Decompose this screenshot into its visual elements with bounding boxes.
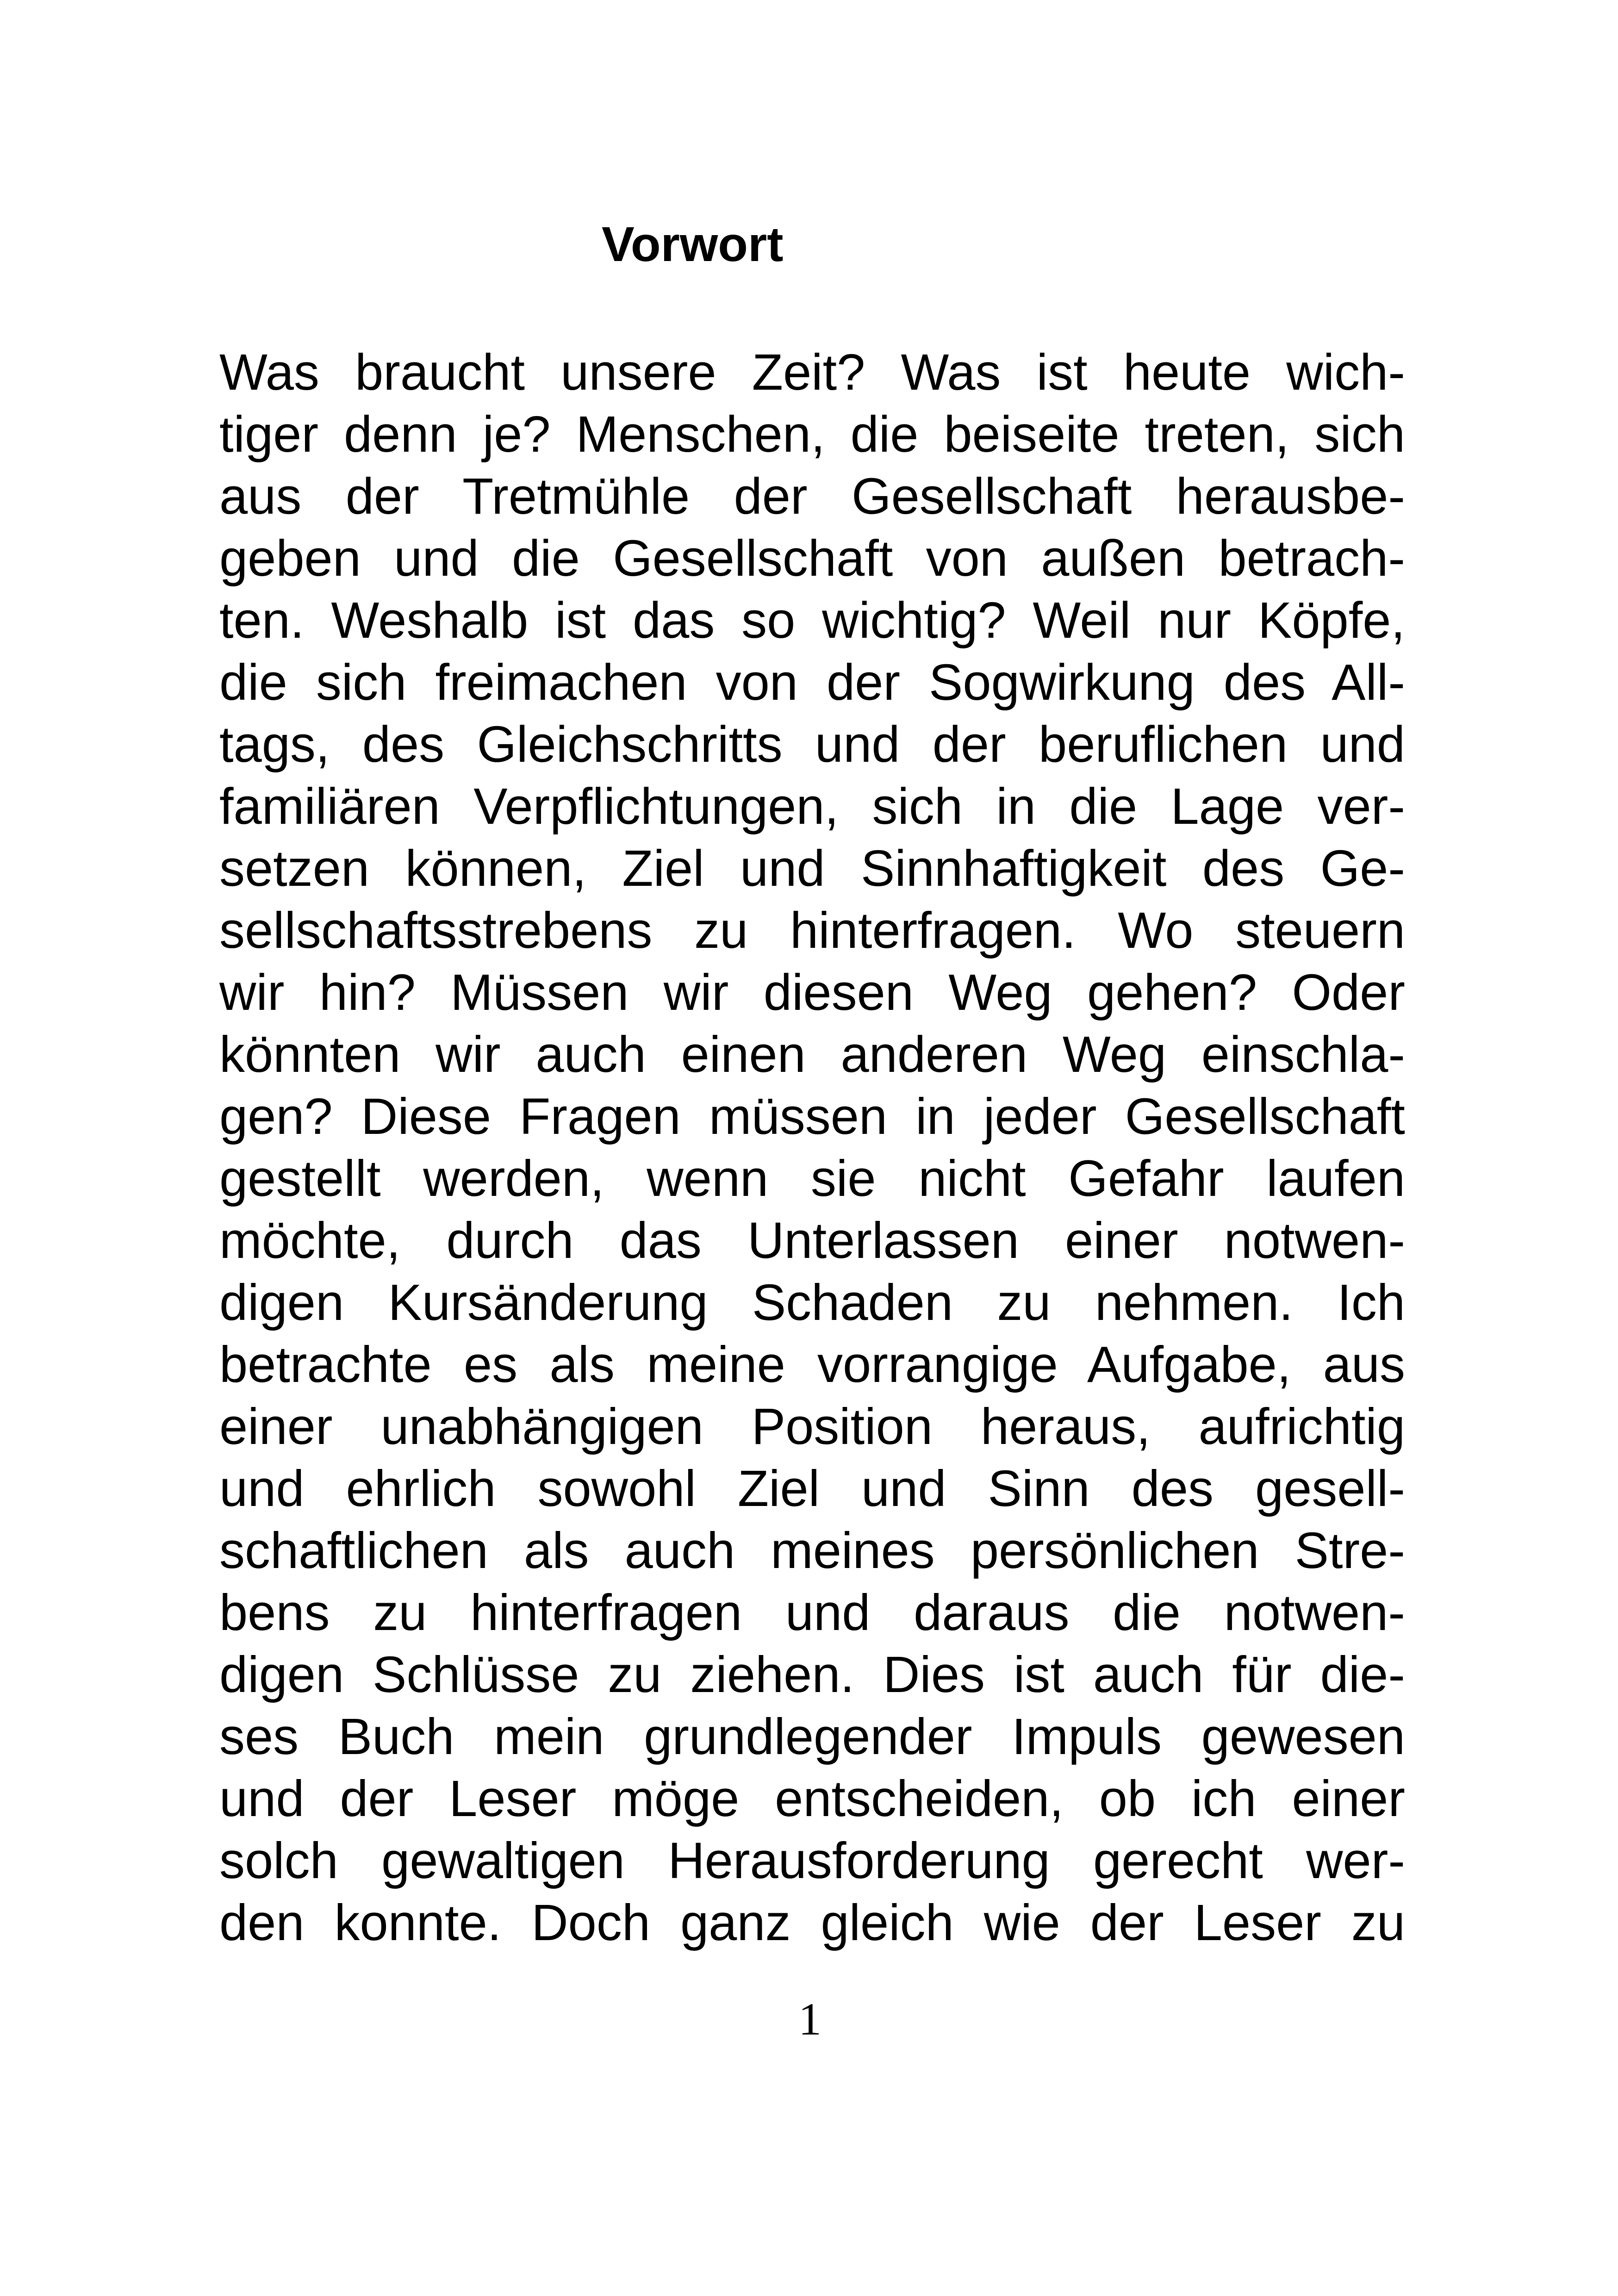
text-line: ten. Weshalb ist das so wichtig? Weil nur Köpfe, [219, 592, 1405, 649]
text-line: die sich freimachen von der Sogwirkung des All- [219, 654, 1405, 711]
text-line: bens zu hinterfragen und daraus die notwen- [219, 1584, 1405, 1641]
text-line: aus der Tretmühle der Gesellschaft herausbe- [219, 468, 1405, 525]
text-line: gestellt werden, wenn sie nicht Gefahr laufen [219, 1150, 1405, 1207]
text-line: gen? Diese Fragen müssen in jeder Gesellschaft [219, 1088, 1405, 1145]
text-line: den konnte. Doch ganz gleich wie der Leser zu [219, 1894, 1405, 1951]
chapter-title: Vorwort [602, 217, 784, 272]
page-number: 1 [798, 1993, 821, 2045]
text-line: könnten wir auch einen anderen Weg einschla- [219, 1026, 1405, 1083]
text-line: digen Schlüsse zu ziehen. Dies ist auch für die- [219, 1646, 1405, 1703]
text-line: ses Buch mein grundlegender Impuls gewesen [219, 1708, 1405, 1765]
text-line: wir hin? Müssen wir diesen Weg gehen? Oder [219, 964, 1405, 1021]
text-line: schaftlichen als auch meines persönlichen Stre- [219, 1522, 1405, 1579]
text-line: und ehrlich sowohl Ziel und Sinn des gesell- [219, 1460, 1405, 1517]
text-line: setzen können, Ziel und Sinnhaftigkeit des Ge- [219, 840, 1405, 897]
text-line: tags, des Gleichschritts und der beruflichen und [219, 716, 1405, 773]
text-line: solch gewaltigen Herausforderung gerecht wer- [219, 1832, 1405, 1889]
text-line: geben und die Gesellschaft von außen betrach- [219, 530, 1405, 587]
body-paragraph [219, 342, 1405, 1954]
text-line: möchte, durch das Unterlassen einer notwen- [219, 1212, 1405, 1269]
text-line: digen Kursänderung Schaden zu nehmen. Ich [219, 1274, 1405, 1331]
text-line: Was braucht unsere Zeit? Was ist heute wich- [219, 344, 1405, 401]
text-line: und der Leser möge entscheiden, ob ich einer [219, 1770, 1405, 1827]
text-line: betrachte es als meine vorrangige Aufgabe, aus [219, 1336, 1405, 1393]
text-line: einer unabhängigen Position heraus, aufrichtig [219, 1398, 1405, 1455]
text-line: sellschaftsstrebens zu hinterfragen. Wo steuern [219, 902, 1405, 959]
text-line: familiären Verpflichtungen, sich in die Lage ver- [219, 778, 1405, 835]
text-line: tiger denn je? Menschen, die beiseite treten, sich [219, 406, 1405, 463]
